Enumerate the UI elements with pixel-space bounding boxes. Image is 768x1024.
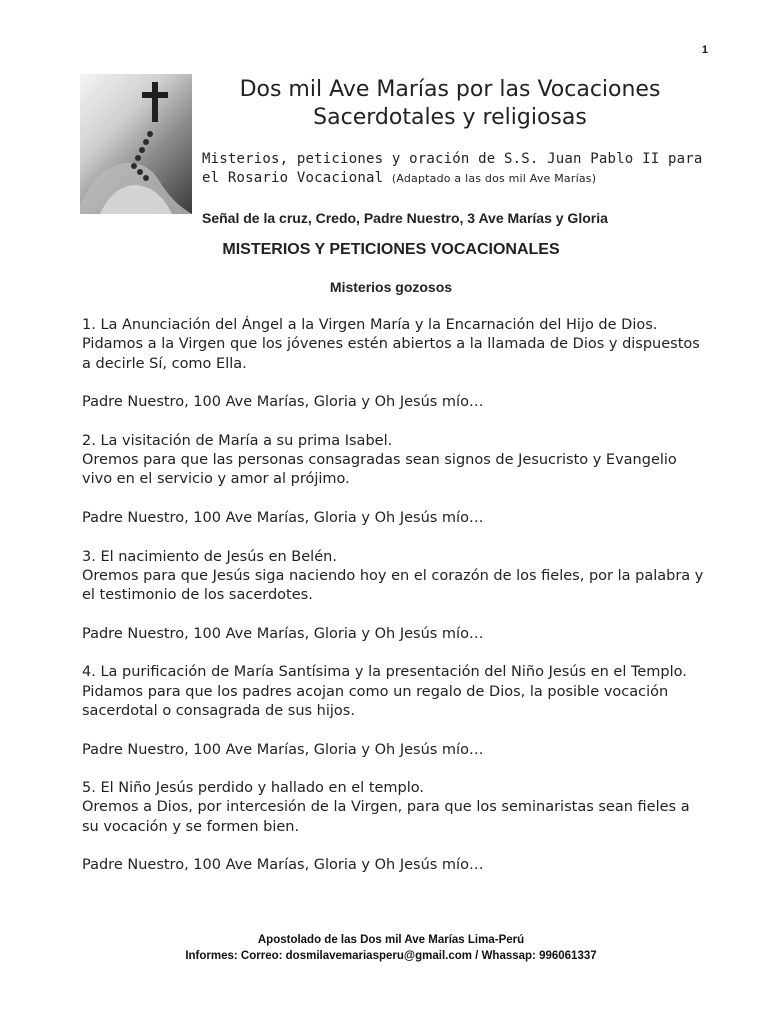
mystery-petition: Pidamos a la Virgen que los jóvenes estén abiertos a la llamada de Dios y dispuestos a decirle Sí, como Ella. (82, 336, 700, 372)
footer-line-2: Informes: Correo: dosmilavemariasperu@gmail.com / Whassap: 996061337 (185, 950, 597, 962)
prayer-line: Padre Nuestro, 100 Ave Marías, Gloria y Oh Jesús mío… (82, 741, 484, 758)
mystery-title: 1. La Anunciación del Ángel a la Virgen María y la Encarnación del Hijo de Dios. (82, 317, 658, 333)
rosary-hands-photo (80, 74, 192, 214)
prayer-line: Padre Nuestro, 100 Ave Marías, Gloria y Oh Jesús mío… (82, 625, 484, 642)
mystery-petition: Oremos para que Jesús siga naciendo hoy en el corazón de los fieles, por la palabra y el testimonio de los sacerdotes. (82, 567, 704, 604)
subtitle-line-1: Misterios, peticiones y oración de S.S. Juan Pablo II para (202, 151, 703, 167)
mystery-title: 4. La purificación de María Santísima y la presentación del Niño Jesús en el Templo. (82, 664, 687, 681)
mystery-title: 2. La visitación de María a su prima Isabel. (82, 432, 393, 449)
mystery-item (82, 548, 704, 606)
prayer-line: Padre Nuestro, 100 Ave Marías, Gloria y Oh Jesús mío… (82, 857, 484, 874)
mystery-petition: Oremos para que las personas consagradas sean signos de Jesucristo y Evangelio vivo en el servicio y amor al prójimo. (82, 452, 677, 488)
mystery-petition: Pidamos para que los padres acojan como un regalo de Dios, la posible vocación sacerdotal o consagrada de sus hijos. (82, 683, 669, 719)
rosary-illustration (80, 74, 192, 214)
prayer-line: Padre Nuestro, 100 Ave Marías, Gloria y Oh Jesús mío… (82, 509, 484, 526)
mystery-item (82, 779, 704, 837)
subtitle-note: (Adaptado a las dos mil Ave Marías) (391, 172, 597, 185)
mysteries-heading: Misterios gozosos (329, 279, 453, 295)
prayer-line: Padre Nuestro, 100 Ave Marías, Gloria y Oh Jesús mío… (82, 394, 484, 411)
document-title (200, 76, 700, 132)
mystery-item (82, 663, 704, 721)
subtitle (202, 150, 722, 188)
footer (0, 932, 768, 964)
page-number: 1 (701, 44, 708, 56)
mystery-item (82, 432, 704, 490)
opening-prayers-line: Señal de la cruz, Credo, Padre Nuestro, 3 Ave Marías y Gloria (202, 210, 608, 226)
mysteries-list (82, 316, 704, 895)
title-line-2: Sacerdotales y religiosas (313, 105, 587, 130)
mystery-item (82, 316, 704, 374)
subtitle-line-2: el Rosario Vocacional (202, 170, 384, 186)
title-line-1: Dos mil Ave Marías por las Vocaciones (239, 77, 661, 102)
mystery-petition: Oremos a Dios, por intercesión de la Virgen, para que los seminaristas sean fieles a su vocación y se formen bien. (82, 799, 690, 835)
footer-line-1: Apostolado de las Dos mil Ave Marías Lima-Perú (257, 934, 525, 946)
section-heading: MISTERIOS Y PETICIONES VOCACIONALES (222, 241, 560, 258)
mystery-title: 3. El nacimiento de Jesús en Belén. (82, 548, 337, 565)
mystery-title: 5. El Niño Jesús perdido y hallado en el templo. (82, 780, 425, 797)
